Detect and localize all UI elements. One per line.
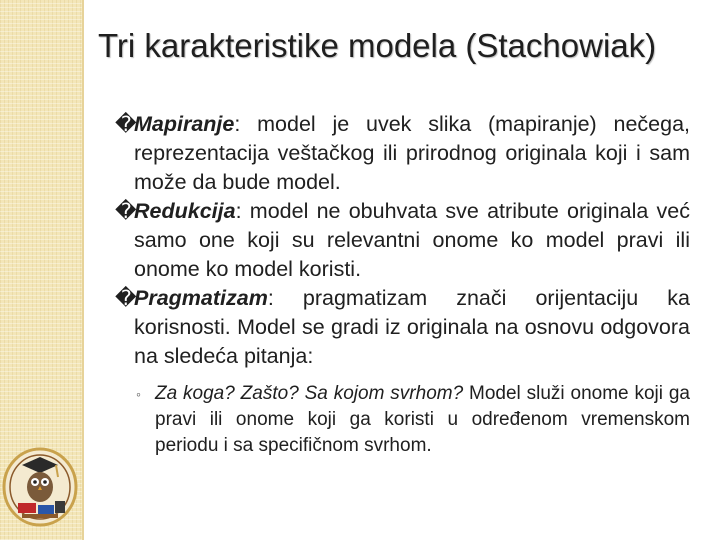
bullet-text: model je uvek slika (mapiranje) nečega, reprezentacija veštačkog ili prirodnog originala koji i sam može da bude model.	[134, 112, 690, 194]
bullet-pragmatizam	[115, 284, 690, 371]
bullet-mapiranje	[115, 110, 690, 197]
graduate-owl-logo-icon	[0, 435, 80, 530]
bullet-term: Redukcija	[134, 199, 236, 223]
bullet-glyph: �	[115, 287, 137, 310]
sub-bullet-glyph: ◦	[136, 386, 141, 402]
bullet-sep: :	[267, 286, 274, 310]
bullet-glyph: �	[115, 113, 137, 136]
bullet-glyph: �	[115, 200, 137, 223]
sub-bullet	[115, 381, 690, 459]
sub-bullet-questions: Za koga? Zašto? Sa kojom svrhom?	[155, 383, 464, 404]
bullet-text: model ne obuhvata sve atribute originala već samo one koji su relevantni onome ko model pravi ili onome ko model koristi.	[134, 199, 690, 281]
bullet-redukcija	[115, 197, 690, 284]
bullet-text: pragmatizam znači orijentaciju ka korisnosti. Model se gradi iz originala na osnovu odgovora na sledeća pitanja:	[134, 286, 690, 368]
slide-title: Tri karakteristike modela (Stachowiak)	[98, 27, 657, 64]
sub-bullet-text: Model služi onome koji ga pravi ili onome koji ga koristi u određenom vremenskom periodu i sa specifičnom svrhom.	[155, 383, 690, 456]
band-divider	[82, 0, 84, 540]
slide-body	[115, 110, 690, 478]
bullet-term: Mapiranje	[134, 112, 235, 136]
bullet-sep: :	[234, 112, 241, 136]
bullet-term: Pragmatizam	[134, 286, 268, 310]
bullet-sep: :	[235, 199, 242, 223]
